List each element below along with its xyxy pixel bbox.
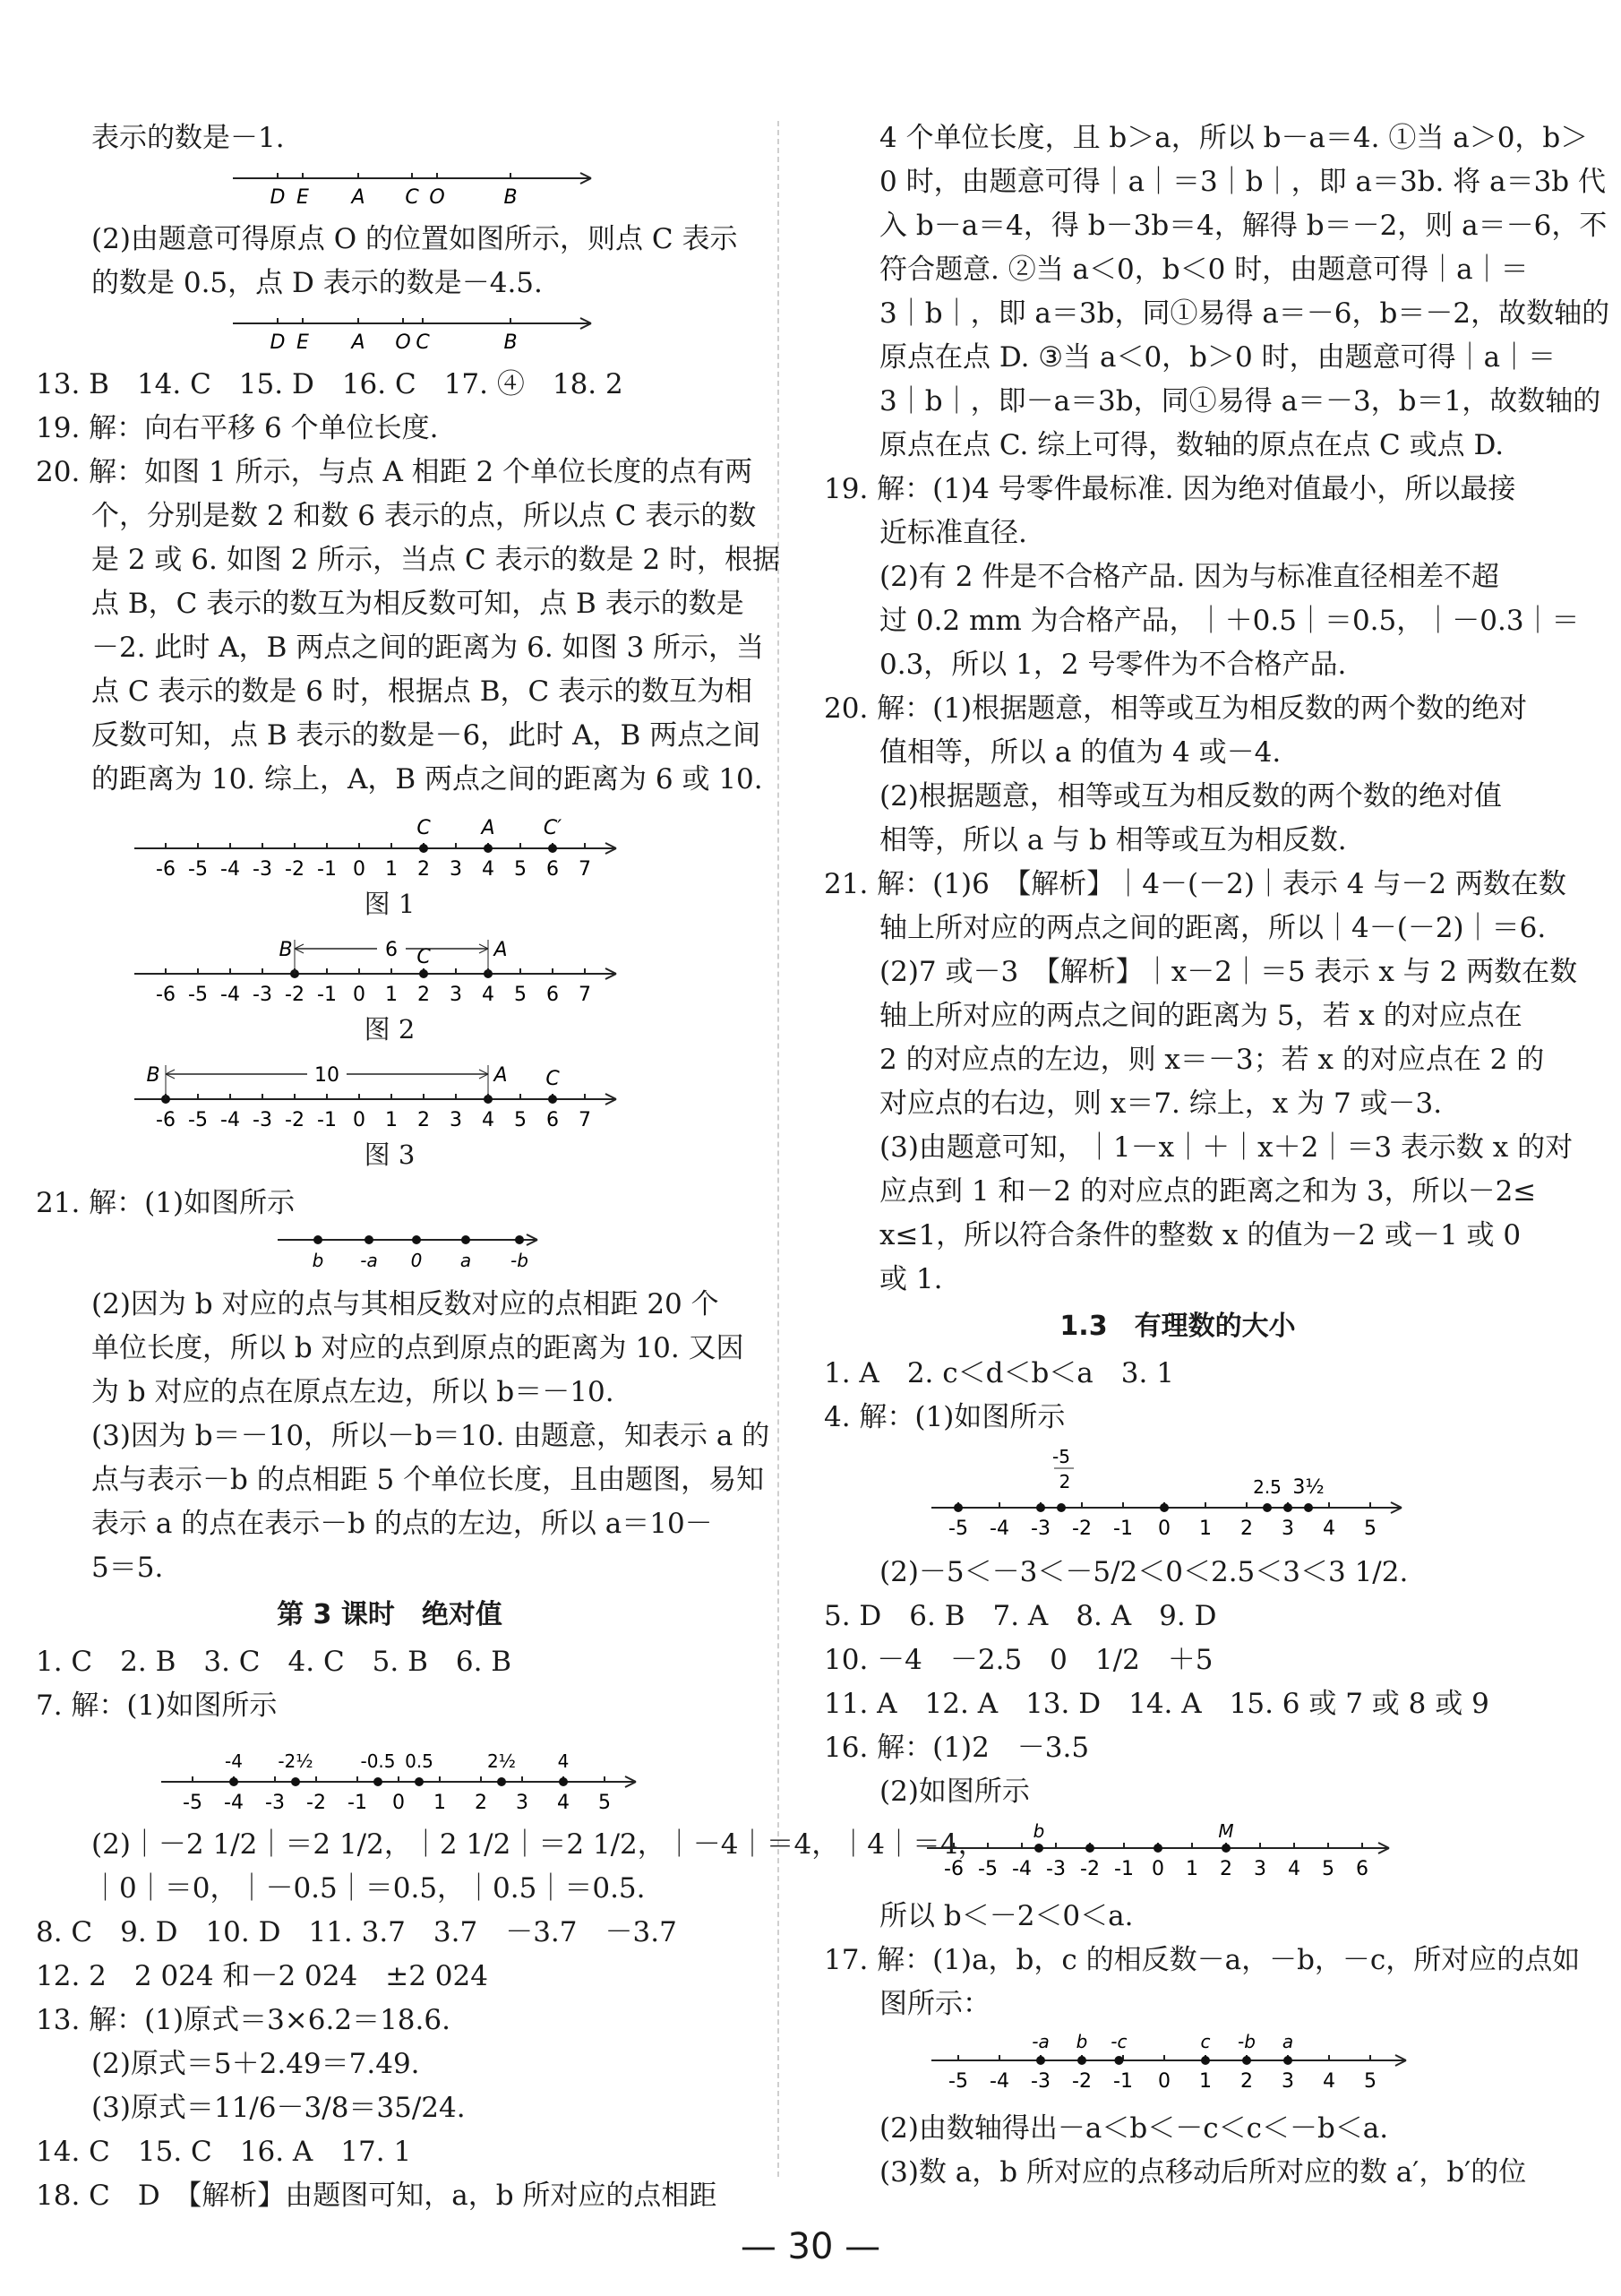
tick-label: -3 — [1031, 2070, 1051, 2093]
answer-line: (2)根据题意，相等或互为相反数的两个数的绝对值 — [879, 780, 1502, 813]
answer-line: 18. C D 【解析】由题图可知，a，b 所对应的点相距 — [36, 2180, 717, 2212]
tick-label: 2 — [417, 858, 430, 881]
tick-label: -4 — [220, 1109, 240, 1131]
right-column — [824, 116, 1610, 2195]
tick-label: 2 — [1240, 1518, 1253, 1540]
answer-line: 2 的对应点的左边，则 x＝－3；若 x 的对应点在 2 的 — [879, 1044, 1545, 1076]
answer-line: 20. 解：如图 1 所示，与点 A 相距 2 个单位长度的点有两 — [36, 456, 753, 488]
tick-label: 0 — [392, 1792, 405, 1814]
point-label-b: B — [503, 331, 518, 354]
section-title: 第 3 课时 绝对值 — [277, 1599, 502, 1630]
point-C′: C′ — [543, 817, 562, 839]
answer-line: 个，分别是数 2 和数 6 表示的点，所以点 C 表示的数 — [91, 500, 757, 532]
answer-line: 14. C 15. C 16. A 17. 1 — [36, 2136, 412, 2168]
tick-label: 1 — [385, 858, 398, 881]
tick-label: 4 — [482, 1109, 494, 1131]
point-label-e: E — [296, 186, 309, 209]
answer-line: 20. 解：(1)根据题意，相等或互为相反数的两个数的绝对 — [824, 692, 1528, 725]
answer-line: 相等，所以 a 与 b 相等或互为相反数. — [879, 824, 1347, 856]
point-label: 0 — [410, 1250, 423, 1271]
answer-line: (3)原式＝11/6－3/8＝35/24. — [91, 2092, 466, 2124]
answer-line: 点 B，C 表示的数互为相反数可知，点 B 表示的数是 — [91, 588, 744, 620]
tick-label: -6 — [156, 984, 176, 1006]
tick-label: 5 — [1364, 2070, 1377, 2093]
tick-label: -2 — [306, 1792, 326, 1814]
tick-label: 4 — [482, 858, 494, 881]
answer-line: (2)因为 b 对应的点与其相反数对应的点相距 20 个 — [91, 1288, 719, 1320]
tick-label: 5 — [1322, 1858, 1334, 1880]
point-label-d: D — [270, 186, 286, 209]
point-label: -b — [1238, 2031, 1256, 2052]
tick-label: -1 — [1113, 2070, 1133, 2093]
tick-label: 3 — [450, 984, 462, 1006]
tick-label: 4 — [1288, 1858, 1300, 1880]
point-A: A — [481, 817, 495, 839]
number-line-l7 — [36, 1732, 743, 1814]
answer-line: 轴上所对应的两点之间的距离为 5，若 x 的对应点在 — [879, 1000, 1522, 1032]
answer-line: 21. 解：(1)如图所示 — [36, 1187, 296, 1219]
tick-label: 2 — [475, 1792, 487, 1814]
point-label: 3½ — [1292, 1476, 1325, 1499]
answer-line: 3｜b｜，即 a＝3b，同①易得 a＝－6，b＝－2，故数轴的 — [879, 297, 1610, 330]
answer-line: 10. －4 －2.5 0 1/2 ＋5 — [824, 1644, 1214, 1676]
tick-label: 0 — [1158, 2070, 1171, 2093]
tick-label: -5 — [978, 1858, 998, 1880]
tick-label: -2 — [1072, 1518, 1092, 1540]
tick-label: -1 — [347, 1792, 367, 1814]
answer-line: 3｜b｜，即－a＝3b，同①易得 a＝－3，b＝1，故数轴的 — [879, 385, 1601, 417]
tick-label: 7 — [579, 1109, 591, 1131]
point-label: -5 — [1052, 1446, 1070, 1467]
answer-line: (2)由数轴得出－a＜b＜－c＜c＜－b＜a. — [879, 2112, 1389, 2145]
answer-line: 0.3，所以 1，2 号零件为不合格产品. — [879, 649, 1347, 681]
tick-label: -5 — [183, 1792, 202, 1814]
tick-label: -5 — [948, 2070, 968, 2093]
answer-line: 值相等，所以 a 的值为 4 或－4. — [879, 736, 1282, 769]
number-line-l2 — [36, 309, 743, 354]
answer-line: －2. 此时 A，B 两点之间的距离为 6. 如图 3 所示，当 — [91, 632, 765, 664]
tick-label: 3 — [450, 858, 462, 881]
answer-line: 1. A 2. c＜d＜b＜a 3. 1 — [824, 1357, 1174, 1389]
tick-label: 1 — [1199, 1518, 1212, 1540]
answer-line: 反数可知，点 B 表示的数是－6，此时 A，B 两点之间 — [91, 719, 761, 752]
tick-label: -1 — [1114, 1858, 1134, 1880]
answer-line: ｜0｜＝0，｜－0.5｜＝0.5，｜0.5｜＝0.5. — [91, 1872, 646, 1905]
answer-line: 点 C 表示的数是 6 时，根据点 B，C 表示的数互为相 — [91, 675, 753, 708]
point-label: -a — [1032, 2031, 1050, 2052]
tick-label: 0 — [353, 984, 365, 1006]
point-label: b — [1076, 2031, 1088, 2052]
number-line-f3 — [36, 1056, 743, 1137]
tick-label: -4 — [990, 1518, 1009, 1540]
point-b: B — [146, 1064, 160, 1087]
answer-line: 13. B 14. C 15. D 16. C 17. ④ 18. 2 — [36, 368, 623, 400]
point-label-a: A — [351, 331, 365, 354]
answer-line: 8. C 9. D 10. D 11. 3.7 3.7 －3.7 －3.7 — [36, 1916, 677, 1948]
answer-line: 1. C 2. B 3. C 4. C 5. B 6. B — [36, 1646, 512, 1678]
tick-label: 3 — [450, 1109, 462, 1131]
point-label-d: D — [270, 331, 286, 354]
tick-label: 6 — [1356, 1858, 1368, 1880]
tick-label: 5 — [514, 1109, 527, 1131]
tick-label: 0 — [1158, 1518, 1171, 1540]
answer-line: (2)如图所示 — [879, 1776, 1030, 1808]
figure — [36, 164, 743, 209]
point-C: C — [416, 817, 431, 839]
figure-caption: 图 2 — [364, 1014, 416, 1045]
tick-label: -3 — [253, 984, 272, 1006]
point-m: M — [1218, 1820, 1234, 1842]
answer-line: (3)因为 b＝－10，所以－b＝10. 由题意，知表示 a 的 — [91, 1420, 770, 1452]
tick-label: -4 — [220, 984, 240, 1006]
tick-label: -3 — [1046, 1858, 1066, 1880]
tick-label: 1 — [385, 1109, 398, 1131]
answer-line: (2)－5＜－3＜－5/2＜0＜2.5＜3＜3 1/2. — [879, 1556, 1409, 1588]
figure — [824, 2030, 1531, 2098]
tick-label: 5 — [1364, 1518, 1377, 1540]
tick-label: -3 — [265, 1792, 285, 1814]
point-a: A — [493, 1064, 508, 1087]
point-label: 2 — [1059, 1471, 1071, 1492]
answer-line: 轴上所对应的两点之间的距离，所以｜4－(－2)｜＝6. — [879, 912, 1547, 944]
column-divider — [777, 121, 779, 2177]
tick-label: 2 — [1220, 1858, 1232, 1880]
tick-label: 4 — [1323, 1518, 1335, 1540]
answer-line: 原点在点 D. ③当 a＜0，b＞0 时，由题意可得｜a｜＝ — [879, 341, 1557, 374]
tick-label: 4 — [1323, 2070, 1335, 2093]
tick-label: -1 — [1113, 1518, 1133, 1540]
figure — [824, 1818, 1531, 1886]
point-c: C — [416, 946, 431, 968]
point-label-b: B — [503, 186, 518, 209]
tick-label: 7 — [579, 984, 591, 1006]
tick-label: -2 — [1072, 2070, 1092, 2093]
tick-label: 0 — [1152, 1858, 1164, 1880]
tick-label: -6 — [944, 1858, 964, 1880]
tick-label: 1 — [433, 1792, 446, 1814]
point-label: -c — [1111, 2031, 1128, 2052]
point-label-o: O — [429, 186, 445, 209]
number-line-r17 — [824, 2030, 1531, 2098]
answer-line: (2)原式＝5＋2.49＝7.49. — [91, 2048, 420, 2080]
answer-line: 16. 解：(1)2 －3.5 — [824, 1732, 1090, 1764]
tick-label: 2 — [417, 1109, 430, 1131]
tick-label: 2 — [1240, 2070, 1253, 2093]
figure — [36, 1732, 743, 1814]
answer-line: 21. 解：(1)6 【解析】｜4－(－2)｜表示 4 与－2 两数在数 — [824, 868, 1566, 900]
tick-label: 3 — [1282, 2070, 1294, 2093]
tick-label: -4 — [224, 1792, 244, 1814]
figure — [36, 1056, 743, 1173]
tick-label: 0 — [353, 1109, 365, 1131]
tick-label: -1 — [317, 858, 337, 881]
answer-line: 近标准直径. — [879, 517, 1027, 549]
tick-label: 4 — [557, 1792, 570, 1814]
answer-line: 点与表示－b 的点相距 5 个单位长度，且由题图，易知 — [91, 1464, 765, 1496]
answer-line: 17. 解：(1)a，b，c 的相反数－a，－b，－c，所对应的点如 — [824, 1944, 1581, 1976]
answer-line: 应点到 1 和－2 的对应点的距离之和为 3，所以－2≤ — [879, 1175, 1537, 1208]
figure — [36, 309, 743, 354]
tick-label: -5 — [188, 984, 208, 1006]
tick-label: -5 — [188, 858, 208, 881]
tick-label: 3 — [1282, 1518, 1294, 1540]
distance-label: 10 — [314, 1064, 339, 1087]
distance-label: 6 — [385, 939, 398, 961]
point-label: a — [459, 1250, 472, 1271]
tick-label: 5 — [598, 1792, 611, 1814]
answer-line: 5. D 6. B 7. A 8. A 9. D — [824, 1600, 1217, 1632]
tick-label: -2 — [285, 1109, 304, 1131]
tick-label: -3 — [253, 1109, 272, 1131]
tick-label: -2 — [285, 984, 304, 1006]
tick-label: 1 — [1199, 2070, 1212, 2093]
tick-label: 2 — [417, 984, 430, 1006]
tick-label: 6 — [546, 1109, 559, 1131]
answer-line: 图所示： — [879, 1988, 991, 2020]
tick-label: -2 — [1080, 1858, 1100, 1880]
figure — [824, 1443, 1531, 1542]
point-label-o: O — [395, 331, 411, 354]
tick-label: -5 — [948, 1518, 968, 1540]
answer-line: 5＝5. — [91, 1552, 164, 1584]
answer-line: 的数是 0.5，点 D 表示的数是－4.5. — [91, 267, 543, 299]
point-label: a — [1282, 2031, 1294, 2052]
answer-line: 或 1. — [879, 1263, 943, 1295]
answer-line: (2)有 2 件是不合格产品. 因为与标准直径相差不超 — [879, 561, 1500, 593]
point-label: -a — [360, 1250, 378, 1271]
answer-line: 0 时，由题意可得｜a｜＝3｜b｜，即 a＝3b. 将 a＝3b 代 — [879, 166, 1606, 198]
answer-line: (3)数 a，b 所对应的点移动后所对应的数 a′，b′的位 — [879, 2156, 1527, 2189]
answer-line: 12. 2 2 024 和－2 024 ±2 024 — [36, 1960, 488, 1992]
tick-label: -4 — [1012, 1858, 1032, 1880]
answer-line: x≤1，所以符合条件的整数 x 的值为－2 或－1 或 0 — [879, 1219, 1522, 1251]
answer-line: 为 b 对应的点在原点左边，所以 b＝－10. — [91, 1376, 614, 1408]
point-label: -2½ — [278, 1750, 313, 1772]
number-line-r16 — [824, 1818, 1531, 1886]
answer-line: 13. 解：(1)原式＝3×6.2＝18.6. — [36, 2004, 450, 2036]
tick-label: -2 — [285, 858, 304, 881]
point-label: 4 — [557, 1750, 570, 1772]
point-label: c — [1200, 2031, 1211, 2052]
tick-label: 5 — [514, 858, 527, 881]
number-line-l21 — [36, 1229, 743, 1274]
tick-label: 7 — [579, 858, 591, 881]
answer-line: 单位长度，所以 b 对应的点到原点的距离为 10. 又因 — [91, 1332, 744, 1364]
tick-label: 1 — [1186, 1858, 1198, 1880]
tick-label: -4 — [990, 2070, 1009, 2093]
answer-line: 原点在点 C. 综上可得，数轴的原点在点 C 或点 D. — [879, 429, 1505, 461]
answer-line: 过 0.2 mm 为合格产品，｜＋0.5｜＝0.5，｜－0.3｜＝ — [879, 605, 1580, 637]
answer-line: (3)由题意可知，｜1－x｜＋｜x＋2｜＝3 表示数 x 的对 — [879, 1131, 1574, 1164]
answer-line: 4. 解：(1)如图所示 — [824, 1401, 1066, 1433]
point-b: b — [1033, 1820, 1045, 1842]
answer-line: 的距离为 10. 综上，A，B 两点之间的距离为 6 或 10. — [91, 763, 763, 795]
tick-label: -3 — [253, 858, 272, 881]
answer-line: 7. 解：(1)如图所示 — [36, 1690, 278, 1722]
number-line-f2 — [36, 931, 743, 1011]
point-label-a: A — [351, 186, 365, 209]
point-label: -b — [510, 1250, 528, 1271]
tick-label: 3 — [1254, 1858, 1266, 1880]
tick-label: -3 — [1031, 1518, 1051, 1540]
answer-line: 19. 解：(1)4 号零件最标准. 因为绝对值最小，所以最接 — [824, 473, 1516, 505]
tick-label: -4 — [220, 858, 240, 881]
point-label: 2.5 — [1253, 1476, 1282, 1498]
point-b: B — [279, 939, 293, 961]
point-label-c: C — [416, 331, 430, 354]
tick-label: 6 — [546, 984, 559, 1006]
answer-line: 表示 a 的点在表示－b 的点的左边，所以 a＝10－ — [91, 1508, 713, 1540]
point-label-c: C — [405, 186, 419, 209]
tick-label: -6 — [156, 1109, 176, 1131]
answer-line: 对应点的右边，则 x＝7. 综上，x 为 7 或－3. — [879, 1088, 1443, 1120]
figure — [36, 931, 743, 1047]
tick-label: 1 — [385, 984, 398, 1006]
tick-label: -1 — [317, 984, 337, 1006]
figure — [36, 1229, 743, 1274]
answer-line: (2)由题意可得原点 O 的位置如图所示，则点 C 表示 — [91, 223, 738, 255]
answer-line: 所以 b＜－2＜0＜a. — [879, 1900, 1134, 1932]
tick-label: 5 — [514, 984, 527, 1006]
point-label: 2½ — [486, 1750, 517, 1772]
number-line-f1 — [36, 805, 743, 886]
number-line-l1 — [36, 164, 743, 209]
point-label: b — [312, 1250, 324, 1271]
point-c: C — [545, 1068, 560, 1090]
tick-label: -1 — [317, 1109, 337, 1131]
answer-line: 4 个单位长度，且 b＞a，所以 b－a＝4. ①当 a＞0，b＞ — [879, 122, 1589, 154]
number-line-r4 — [824, 1443, 1531, 1542]
point-a: A — [493, 939, 508, 961]
answer-line: 表示的数是－1. — [91, 122, 285, 154]
tick-label: 6 — [546, 858, 559, 881]
section-title: 1.3 有理数的大小 — [1059, 1311, 1296, 1342]
figure — [36, 805, 743, 922]
answer-line: 是 2 或 6. 如图 2 所示，当点 C 表示的数是 2 时，根据 — [91, 544, 781, 576]
tick-label: -6 — [156, 858, 176, 881]
figure-caption: 图 1 — [364, 889, 416, 919]
answer-line: 19. 解：向右平移 6 个单位长度. — [36, 412, 439, 444]
point-label: 0.5 — [405, 1750, 433, 1772]
point-label: -4 — [225, 1750, 243, 1772]
tick-label: 0 — [353, 858, 365, 881]
answer-line: (2)｜－2 1/2｜＝2 1/2，｜2 1/2｜＝2 1/2，｜－4｜＝4，｜4｜＝4， — [91, 1828, 986, 1861]
tick-label: -5 — [188, 1109, 208, 1131]
answer-line: 入 b－a＝4，得 b－3b＝4，解得 b＝－2，则 a＝－6，不 — [879, 210, 1608, 242]
point-label-e: E — [296, 331, 309, 354]
answer-line: 符合题意. ②当 a＜0，b＜0 时，由题意可得｜a｜＝ — [879, 254, 1529, 286]
answer-line: 11. A 12. A 13. D 14. A 15. 6 或 7 或 8 或 9 — [824, 1688, 1489, 1720]
answer-line: (2)7 或－3 【解析】｜x－2｜＝5 表示 x 与 2 两数在数 — [879, 956, 1578, 988]
figure-caption: 图 3 — [364, 1139, 416, 1170]
tick-label: 4 — [482, 984, 494, 1006]
page-number: — 30 — — [740, 2226, 881, 2267]
point-label: -0.5 — [360, 1750, 396, 1772]
tick-label: 3 — [516, 1792, 528, 1814]
